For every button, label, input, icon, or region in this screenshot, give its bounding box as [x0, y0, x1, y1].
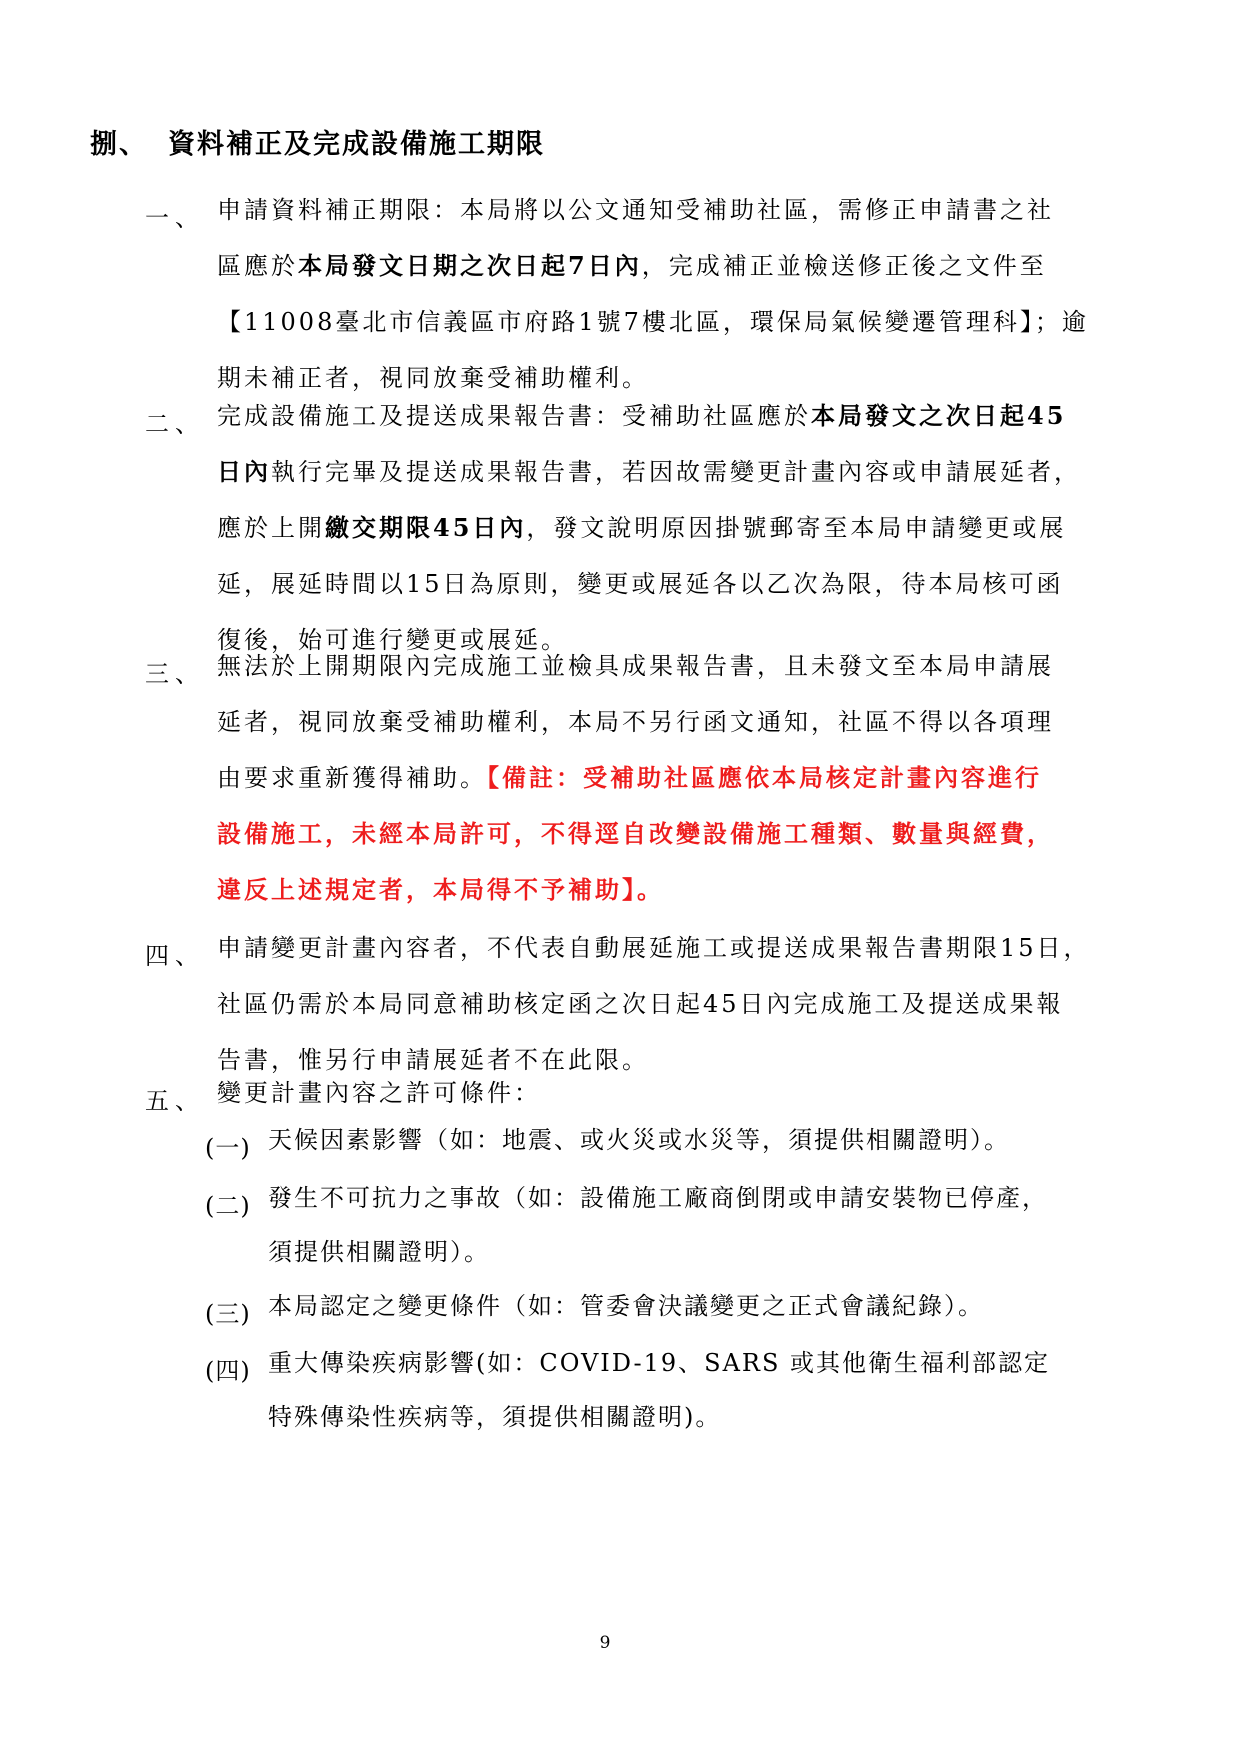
- bold-text: 日內: [217, 457, 271, 486]
- text-line: [217, 710, 1054, 734]
- text-line: [217, 513, 1067, 542]
- text-segment: 應於上開: [217, 514, 325, 542]
- subitem-marker: (三): [205, 1300, 251, 1328]
- text-line: [217, 310, 1089, 334]
- section-heading: [90, 122, 545, 161]
- text-segment: 本局認定之變更條件（如：管委會決議變更之正式會議紀錄）。: [268, 1292, 984, 1320]
- bold-text: 本局發文之次日起45: [811, 401, 1067, 430]
- text-line: [217, 763, 1042, 792]
- text-line: [268, 1186, 1048, 1210]
- text-segment: 告書，惟另行申請展延者不在此限。: [217, 1046, 649, 1074]
- text-line: [217, 401, 1067, 430]
- text-line: [217, 251, 1047, 280]
- text-line: [217, 875, 664, 904]
- text-segment: 無法於上開期限內完成施工並檢具成果報告書，且未發文至本局申請展: [217, 652, 1054, 680]
- text-line: [217, 1081, 541, 1105]
- text-segment: 延，展延時間以15日為原則，變更或展延各以乙次為限，待本局核可函: [217, 570, 1064, 598]
- text-line: [217, 198, 1054, 222]
- page-number: 9: [599, 1633, 611, 1653]
- highlighted-note: 設備施工，未經本局許可，不得逕自改變設備施工種類、數量與經費，: [217, 819, 1054, 848]
- text-line: [217, 936, 1091, 960]
- text-line: [217, 654, 1054, 678]
- subitem-marker: (二): [205, 1192, 251, 1220]
- highlighted-note: 【備註：受補助社區應依本局核定計畫內容進行: [487, 763, 1042, 792]
- text-segment: 發生不可抗力之事故（如：設備施工廠商倒閉或申請安裝物已停產，: [268, 1184, 1048, 1212]
- text-line: [268, 1128, 1010, 1152]
- text-line: [268, 1405, 721, 1429]
- text-segment: 完成設備施工及提送成果報告書：受補助社區應於: [217, 402, 811, 430]
- bold-text: 本局發文日期之次日起7日內: [298, 251, 642, 280]
- bold-text: 繳交期限45日內: [325, 513, 527, 542]
- text-line: [217, 992, 1064, 1016]
- text-segment: 申請資料補正期限：本局將以公文通知受補助社區，需修正申請書之社: [217, 196, 1054, 224]
- text-segment: 社區仍需於本局同意補助核定函之次日起45日內完成施工及提送成果報: [217, 990, 1064, 1018]
- text-line: [268, 1294, 984, 1318]
- text-segment: 期未補正者，視同放棄受補助權利。: [217, 364, 649, 392]
- text-segment: 重大傳染疾病影響(如：COVID-19、SARS 或其他衛生福利部認定: [268, 1349, 1051, 1377]
- text-segment: ，完成補正並檢送修正後之文件至: [641, 252, 1047, 280]
- text-line: [217, 1048, 649, 1072]
- section-number: 捌、: [90, 129, 148, 160]
- text-line: [268, 1351, 1050, 1375]
- text-segment: 特殊傳染性疾病等，須提供相關證明)。: [268, 1403, 722, 1431]
- section-title: 資料補正及完成設備施工期限: [168, 129, 545, 160]
- subitem-marker: (四): [205, 1357, 251, 1385]
- text-segment: 執行完畢及提送成果報告書，若因故需變更計畫內容或申請展延者，: [271, 458, 1081, 486]
- text-segment: 區應於: [217, 252, 298, 280]
- subitem-marker: (一): [205, 1134, 251, 1162]
- text-line: [268, 1240, 490, 1264]
- item-marker: 四、: [145, 942, 205, 970]
- text-segment: 天候因素影響（如：地震、或火災或水災等，須提供相關證明）。: [268, 1126, 1010, 1154]
- text-segment: 延者，視同放棄受補助權利，本局不另行函文通知，社區不得以各項理: [217, 708, 1054, 736]
- highlighted-note: 違反上述規定者，本局得不予補助】。: [217, 875, 664, 904]
- item-marker: 五、: [145, 1087, 205, 1115]
- item-marker: 三、: [145, 660, 205, 688]
- item-marker: 一、: [145, 204, 205, 232]
- text-segment: ，發文說明原因掛號郵寄至本局申請變更或展: [526, 514, 1067, 542]
- text-line: [217, 628, 568, 652]
- text-segment: 申請變更計畫內容者，不代表自動展延施工或提送成果報告書期限15日，: [217, 934, 1091, 962]
- text-segment: 復後，始可進行變更或展延。: [217, 626, 568, 654]
- text-line: [217, 366, 649, 390]
- text-line: [217, 819, 1054, 848]
- text-line: [217, 572, 1064, 596]
- text-segment: 須提供相關證明）。: [268, 1238, 490, 1266]
- text-line: [217, 457, 1081, 486]
- item-marker: 二、: [145, 410, 205, 438]
- text-segment: 由要求重新獲得補助。: [217, 764, 487, 792]
- text-segment: 變更計畫內容之許可條件：: [217, 1079, 541, 1107]
- text-segment: 【11008臺北市信義區市府路1號7樓北區，環保局氣候變遷管理科】；逾: [217, 308, 1089, 336]
